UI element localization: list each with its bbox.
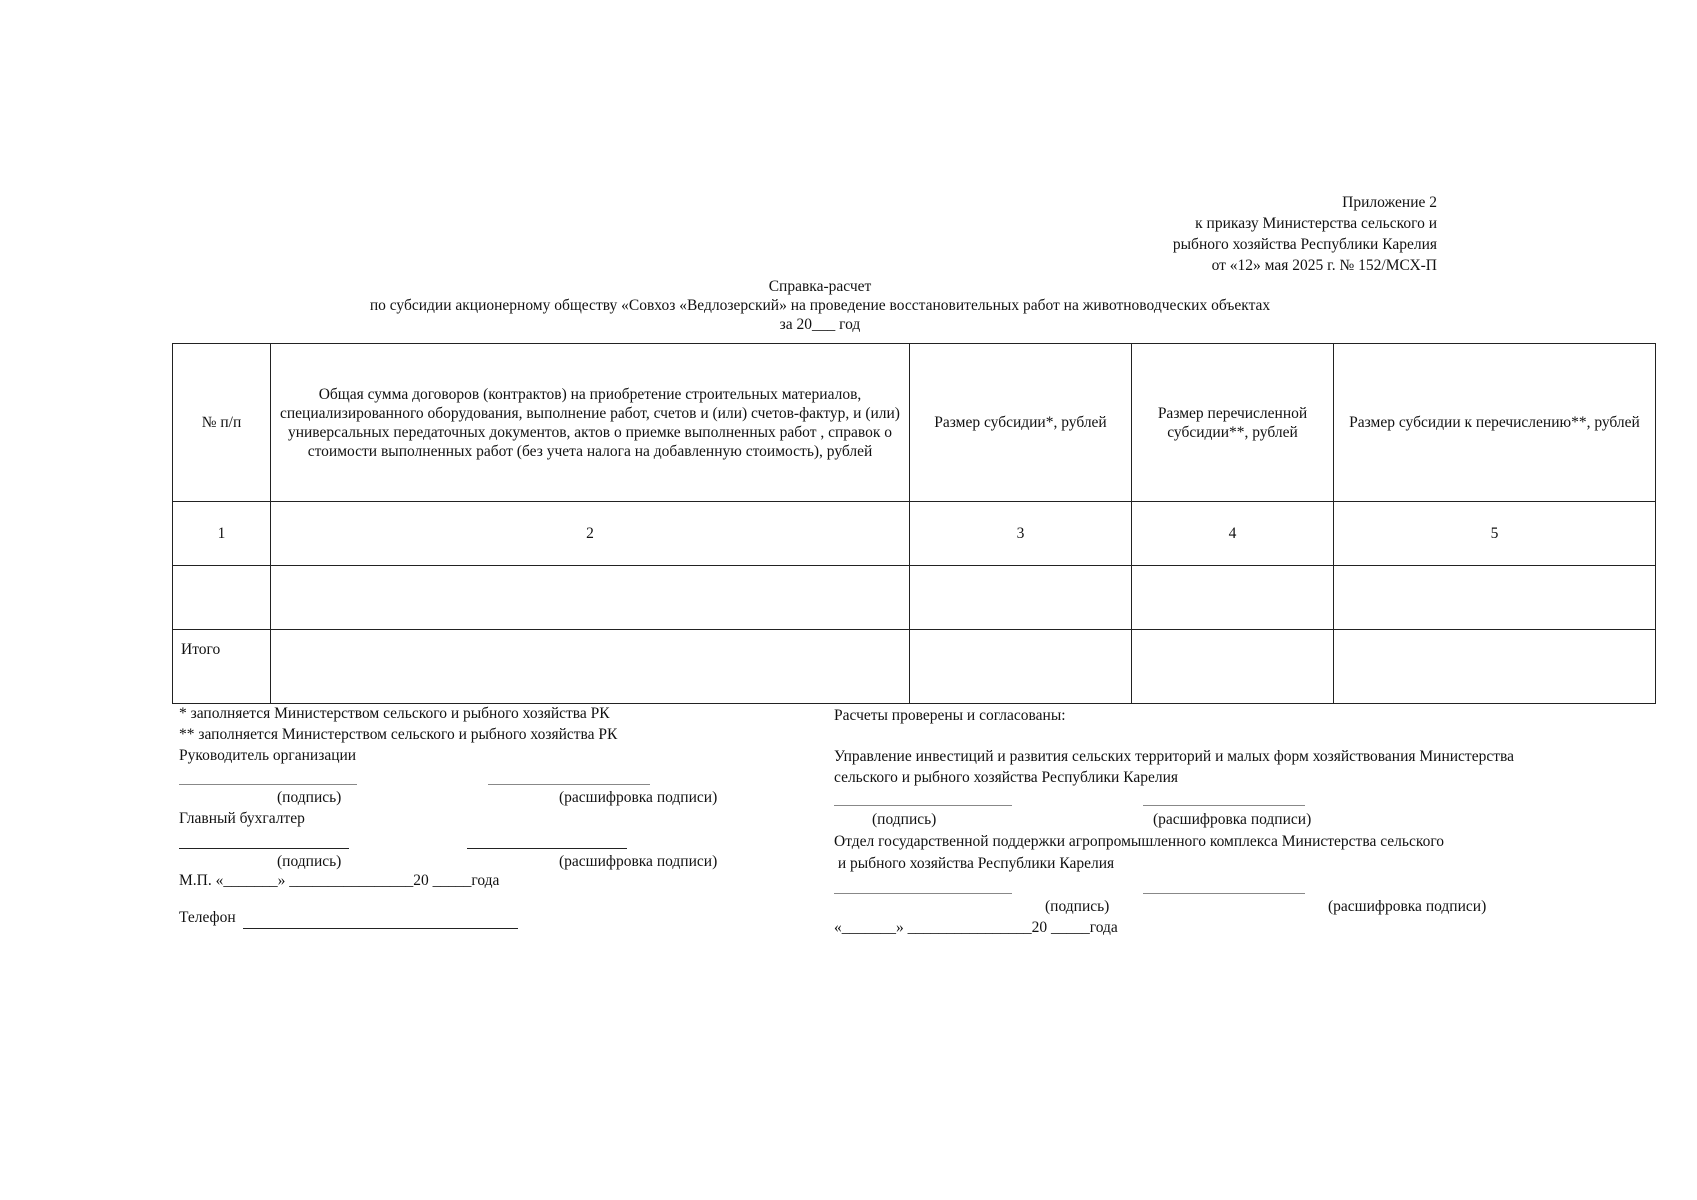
head-signature-line [179,784,357,785]
department-2-signature-line [834,893,1012,894]
stamp-date-line: М.П. «_______» ________________20 _____года [179,872,500,889]
table-cell [1334,566,1656,630]
appendix-line-4: от «12» мая 2025 г. № 152/МСХ-П [1211,257,1437,274]
head-of-organization-label: Руководитель организации [179,747,357,764]
subsidy-table [172,343,1656,704]
table-cell [910,630,1132,704]
header-transferred-subsidy: Размер перечисленной субсидии**, рублей [1132,344,1334,502]
column-number-2: 2 [271,502,910,566]
department-2-signature-decode-line [1143,893,1305,894]
accountant-signature-decode-line [467,848,627,849]
phone-label: Телефон [179,909,236,926]
department-1-line-2: сельского и рыбного хозяйства Республики Карелия [834,769,1178,786]
accountant-signature-line [179,848,349,849]
head-signature-decode-caption: (расшифровка подписи) [559,789,718,806]
phone-line [243,928,518,929]
appendix-line-1: Приложение 2 [1342,194,1437,211]
table-cell [271,630,910,704]
column-number-4: 4 [1132,502,1334,566]
table-header-row [173,344,1656,502]
department-1-signature-decode-line [1143,805,1305,806]
department-1-signature-line [834,805,1012,806]
appendix-line-3: рыбного хозяйства Республики Карелия [1172,236,1437,253]
table-cell [1132,566,1334,630]
header-subsidy-amount: Размер субсидии*, рублей [910,344,1132,502]
department-2-line-1: Отдел государственной поддержки агропромышленного комплекса Министерства сельского [834,833,1445,850]
checked-approved-label: Расчеты проверены и согласованы: [834,707,1066,724]
appendix-block [1173,192,1437,276]
header-number: № п/п [173,344,271,502]
accountant-signature-caption: (подпись) [277,853,342,870]
column-number-3: 3 [910,502,1132,566]
document-title [0,277,1640,334]
title-line-1: Справка-расчет [768,278,872,295]
header-subsidy-to-transfer: Размер субсидии к перечислению**, рублей [1334,344,1656,502]
table-row [173,566,1656,630]
accountant-signature-decode-caption: (расшифровка подписи) [559,853,718,870]
footnote-1: * заполняется Министерством сельского и рыбного хозяйства РК [179,705,610,722]
department-2-signature-caption: (подпись) [1045,898,1110,915]
table-column-numbers-row [173,502,1656,566]
head-signature-decode-line [488,784,650,785]
department-2-line-2: и рыбного хозяйства Республики Карелия [834,855,1115,872]
table-cell [1334,630,1656,704]
total-label: Итого [173,630,271,704]
column-number-5: 5 [1334,502,1656,566]
department-2-signature-decode-caption: (расшифровка подписи) [1328,898,1487,915]
footnote-2: ** заполняется Министерством сельского и рыбного хозяйства РК [179,726,618,743]
approval-date-line: «_______» ________________20 _____года [834,919,1118,936]
department-1-signature-caption: (подпись) [872,811,937,828]
table-total-row [173,630,1656,704]
table-cell [173,566,271,630]
table-cell [910,566,1132,630]
head-signature-caption: (подпись) [277,789,342,806]
column-number-1: 1 [173,502,271,566]
header-contract-sum: Общая сумма договоров (контрактов) на приобретение строительных материалов, специализированного оборудования, выполнение работ, счетов и (или) счетов-фактур, и (или) универсальных передаточных документов, актов о приемке выполненных работ , справок о стоимости выполненных работ (без учета налога на добавленную стоимость), рублей [271,344,910,502]
chief-accountant-label: Главный бухгалтер [179,810,305,827]
table-cell [1132,630,1334,704]
department-1-line-1: Управление инвестиций и развития сельских территорий и малых форм хозяйствования Министерства [834,748,1514,765]
appendix-line-2: к приказу Министерства сельского и [1195,215,1437,232]
table-cell [271,566,910,630]
department-1-signature-decode-caption: (расшифровка подписи) [1153,811,1312,828]
title-line-2: по субсидии акционерному обществу «Совхоз «Ведлозерский» на проведение восстановительных работ на животноводческих объектах [369,297,1271,314]
title-line-3: за 20___ год [779,316,861,333]
